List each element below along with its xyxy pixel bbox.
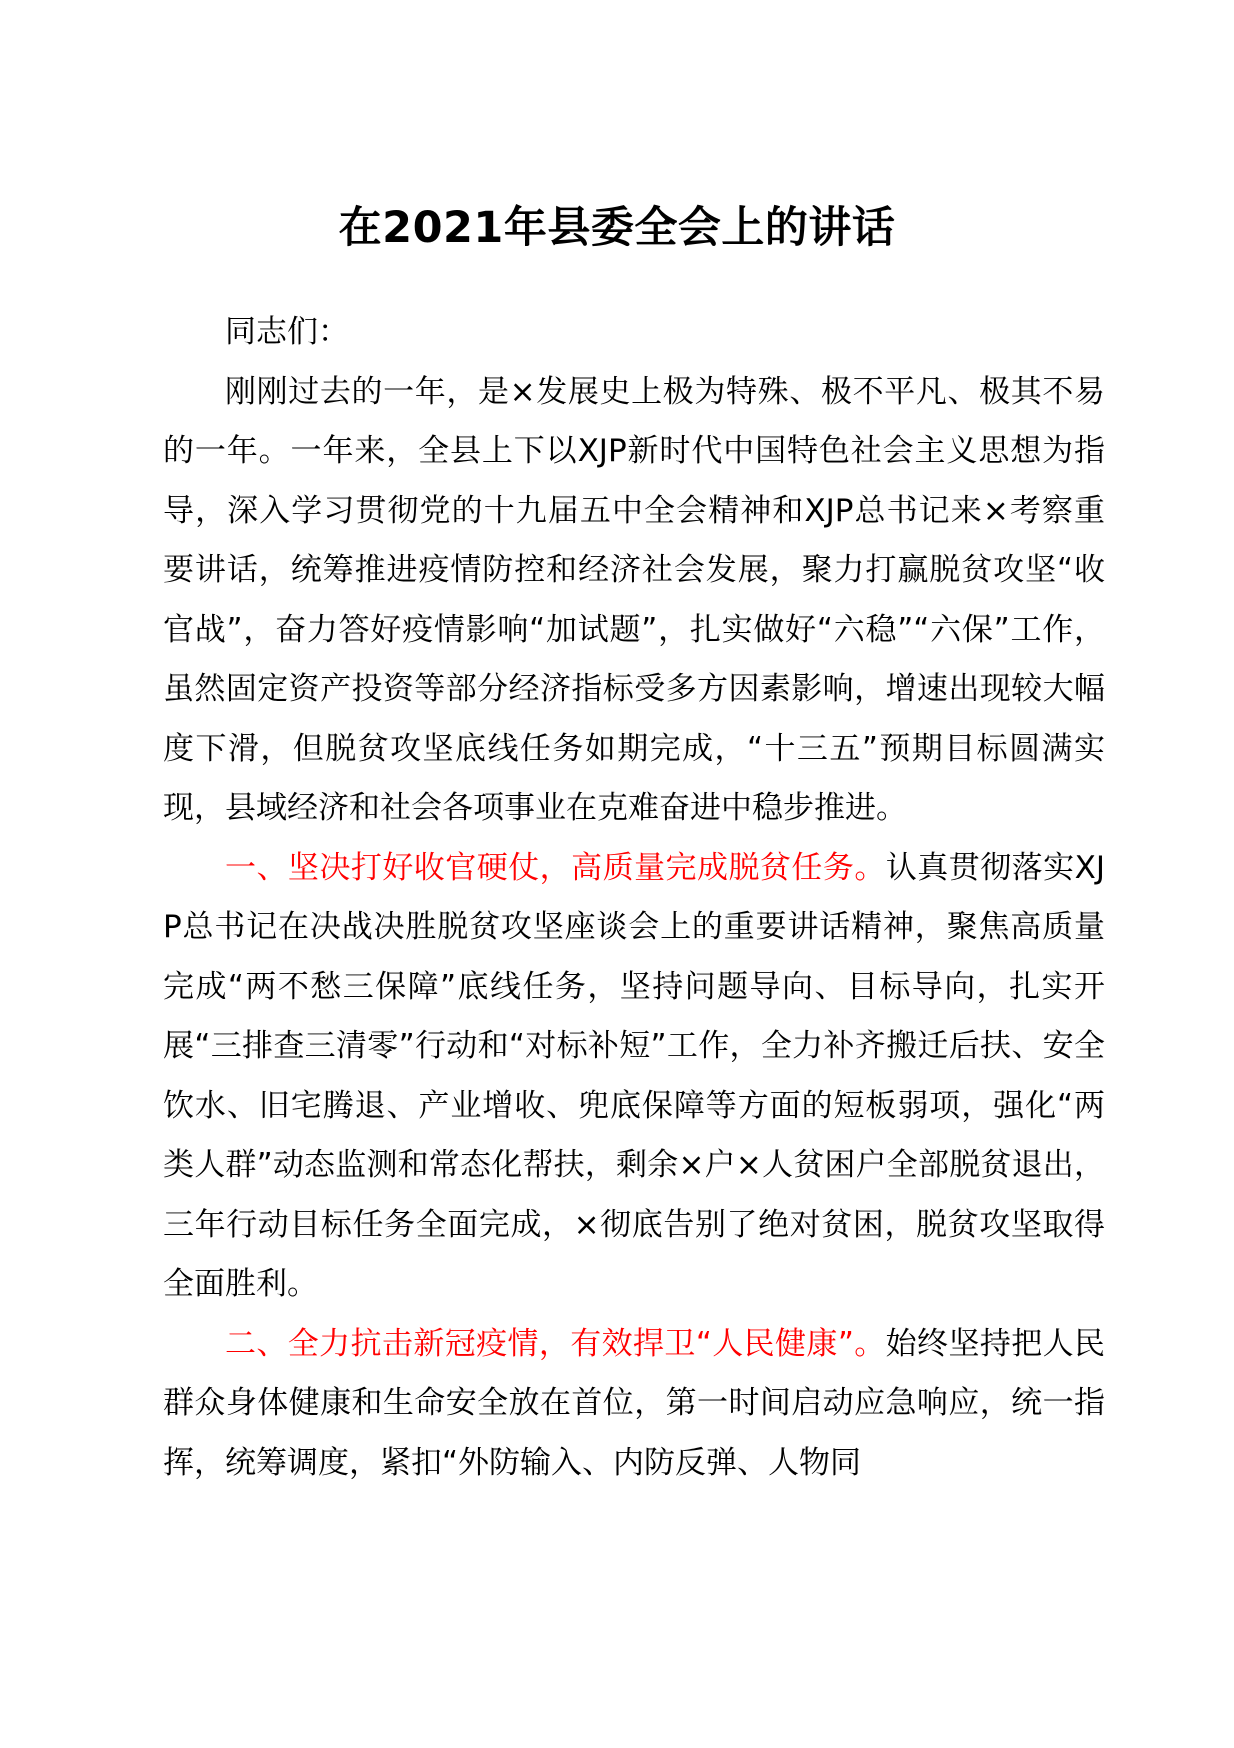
salutation: 同志们：: [225, 314, 349, 350]
paragraph-intro: [163, 363, 1105, 839]
paragraph-text: 始终坚持把人民群众身体健康和生命安全放在首位，第一时间启动应急响应，统一指挥，统筹调度，紧扣“外防输入、内防反弹、人物同: [163, 1325, 1106, 1481]
section-heading: 一、坚决打好收官硬仗，高质量完成脱贫任务。: [225, 849, 886, 886]
paragraph-text: 认真贯彻落实XJP总书记在决战决胜脱贫攻坚座谈会上的重要讲话精神，聚焦高质量完成“两不愁三保障”底线任务，坚持问题导向、目标导向，扎实开展“三排查三清零”行动和“对标补短”工作，全力补齐搬迁后扶、安全饮水、旧宅腾退、产业增收、兜底保障等方面的短板弱项，强化“两类人群”动态监测和常态化帮扶，剩余×户×人贫困户全部脱贫退出，三年行动目标任务全面完成，×彻底告别了绝对贫困，脱贫攻坚取得全面胜利。: [163, 849, 1105, 1302]
document-body: [163, 303, 1105, 1493]
paragraph-section-1: [163, 839, 1105, 1315]
section-heading: 二、全力抗击新冠疫情，有效捍卫“人民健康”。: [225, 1325, 886, 1362]
document-title: 在2021年县委全会上的讲话: [338, 203, 896, 253]
paragraph-text: 刚刚过去的一年，是×发展史上极为特殊、极不平凡、极其不易的一年。一年来，全县上下以XJP新时代中国特色社会主义思想为指导，深入学习贯彻党的十九届五中全会精神和XJP总书记来×考察重要讲话，统筹推进疫情防控和经济社会发展，聚力打赢脱贫攻坚“收官战”，奋力答好疫情影响“加试题”，扎实做好“六稳”“六保”工作，虽然固定资产投资等部分经济指标受多方因素影响，增速出现较大幅度下滑，但脱贫攻坚底线任务如期完成，“十三五”预期目标圆满实现，县域经济和社会各项事业在克难奋进中稳步推进。: [163, 373, 1105, 826]
paragraph-section-2: [163, 1315, 1105, 1494]
